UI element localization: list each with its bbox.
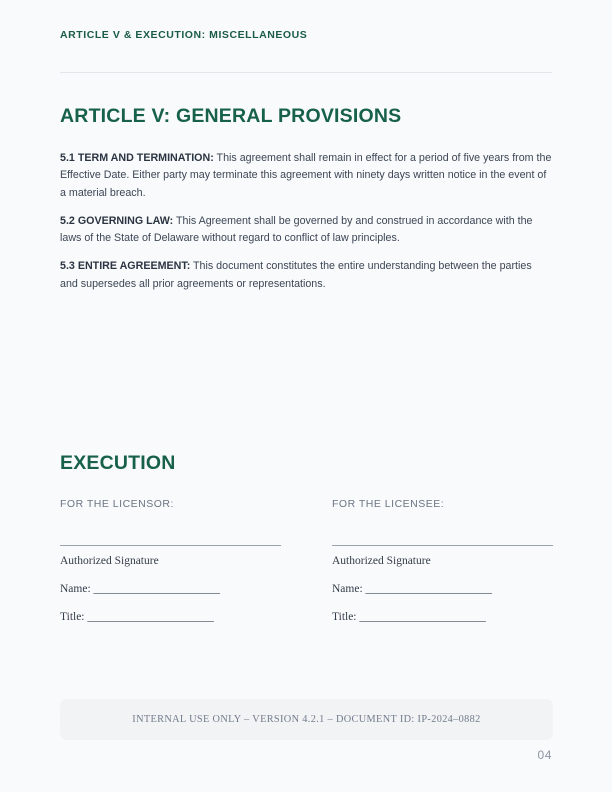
footer-notice-banner <box>60 699 553 740</box>
licensee-name-field[interactable]: Name: ______________________ <box>332 583 493 596</box>
signature-column-licensor <box>60 498 281 623</box>
clause-item <box>60 150 552 202</box>
signature-block <box>60 498 553 623</box>
clause-item <box>60 213 552 248</box>
header-divider <box>60 72 552 73</box>
licensor-party-label: FOR THE LICENSOR: <box>60 498 174 510</box>
licensor-title-field[interactable]: Title: ______________________ <box>60 611 214 624</box>
clause-label: 5.3 ENTIRE AGREEMENT: <box>60 260 191 273</box>
licensor-signature-caption: Authorized Signature <box>60 555 159 568</box>
clause-item <box>60 258 552 293</box>
licensee-party-label: FOR THE LICENSEE: <box>332 498 445 510</box>
licensee-signature-line[interactable] <box>332 545 553 546</box>
licensor-signature-line[interactable] <box>60 545 281 546</box>
clause-text: This agreement shall remain in effect for a period of five years from the Effective Date. Either party may terminate this agreement with ninety days written notice in the event of a material breach. <box>60 152 552 199</box>
clause-text: This Agreement shall be governed by and construed in accordance with the laws of the State of Delaware without regard to conflict of law principles. <box>60 214 533 245</box>
clause-text: This document constitutes the entire understanding between the parties and supersedes all prior agreements or representations. <box>60 260 532 290</box>
page-number: 04 <box>537 748 552 762</box>
execution-heading: EXECUTION <box>60 452 176 475</box>
running-header: ARTICLE V & EXECUTION: MISCELLANEOUS <box>60 29 308 41</box>
clause-label: 5.2 GOVERNING LAW: <box>60 214 174 227</box>
footer-notice-text: INTERNAL USE ONLY – VERSION 4.2.1 – DOCUMENT ID: IP-2024–0882 <box>132 714 481 725</box>
licensee-title-field[interactable]: Title: ______________________ <box>332 611 486 624</box>
clause-label: 5.1 TERM AND TERMINATION: <box>60 152 214 164</box>
article-heading: ARTICLE V: GENERAL PROVISIONS <box>60 105 402 127</box>
licensee-signature-caption: Authorized Signature <box>332 555 431 568</box>
clause-list <box>60 150 552 293</box>
licensor-name-field[interactable]: Name: ______________________ <box>60 583 221 596</box>
signature-column-licensee <box>332 498 553 623</box>
